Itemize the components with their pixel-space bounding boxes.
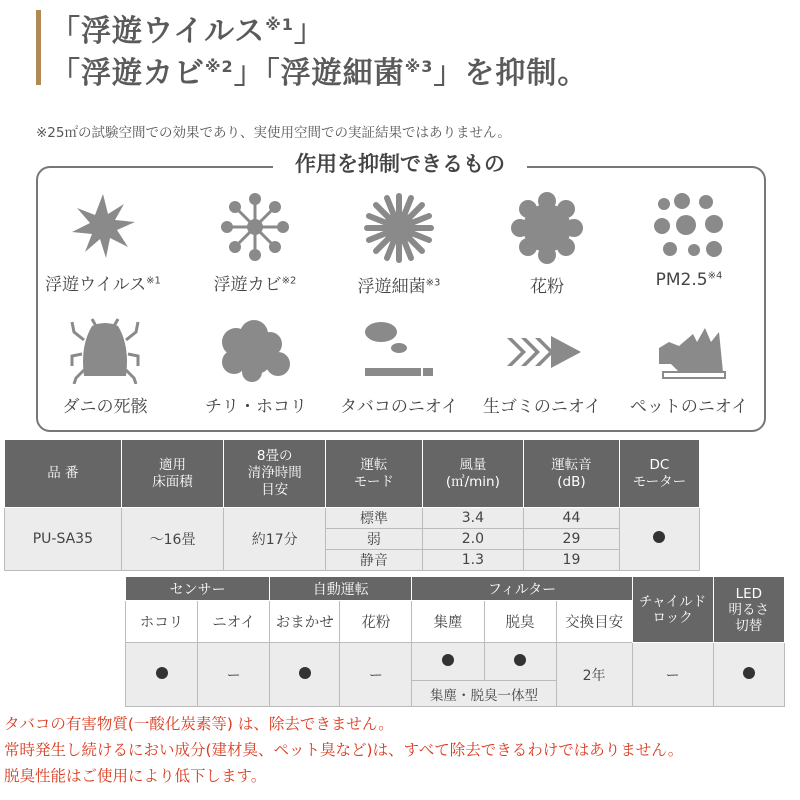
warning-line-2: 常時発生し続けるにおい成分(建材臭、ペット臭など)は、すべて除去できるわけではありません。	[4, 741, 684, 759]
yes-dot	[743, 667, 755, 679]
garbage-smell-icon	[499, 318, 585, 384]
cell-noise: 44	[523, 508, 619, 529]
cell-noise: 19	[523, 550, 619, 571]
cell-child-lock: ー	[632, 643, 713, 707]
item-airborne-virus: 浮遊ウイルス$^{※1}$	[33, 192, 173, 295]
cell-mode: 弱	[326, 529, 423, 550]
mold-icon	[219, 192, 291, 262]
col-led-brightness: LED 明るさ 切替	[713, 577, 784, 643]
col-airflow: 風量 (㎥/min)	[422, 440, 523, 508]
item-dust: チリ・ホコリ	[186, 318, 326, 417]
col-auto-omakase: おまかせ	[270, 601, 340, 643]
pm25-icon	[652, 192, 726, 262]
col-dc-motor: DC モーター	[619, 440, 699, 508]
cell-filter-deodor	[484, 643, 556, 681]
col-filter-deodor: 脱臭	[484, 601, 556, 643]
cell-dc-motor	[619, 508, 699, 571]
cell-mode: 静音	[326, 550, 423, 571]
group-filter: フィルター	[412, 577, 632, 601]
item-dead-mites: ダニの死骸	[35, 318, 175, 417]
feature-table	[125, 576, 785, 707]
cell-noise: 29	[523, 529, 619, 550]
item-garbage-odor: 生ゴミのニオイ	[472, 318, 612, 417]
col-filter-replace: 交換目安	[556, 601, 632, 643]
item-pollen: 花粉	[477, 192, 617, 297]
col-sensor-odor: ニオイ	[198, 601, 270, 643]
col-mode: 運転 モード	[326, 440, 423, 508]
col-child-lock: チャイルド ロック	[632, 577, 713, 643]
dust-icon	[216, 318, 296, 384]
cell-area: 〜16畳	[121, 508, 224, 571]
cell-time: 約17分	[224, 508, 326, 571]
yes-dot	[442, 654, 454, 666]
group-auto-operation: 自動運転	[270, 577, 412, 601]
cell-auto-omakase	[270, 643, 340, 707]
group-sensor: センサー	[126, 577, 270, 601]
col-filter-collect: 集塵	[412, 601, 484, 643]
virus-icon	[68, 192, 138, 262]
warning-line-1: タバコの有害物質(一酸化炭素等) は、除去できません。	[4, 715, 394, 733]
cell-sensor-odor: ー	[198, 643, 270, 707]
item-pm25: PM2.5$^{※4}$	[619, 192, 759, 290]
yes-dot	[299, 667, 311, 679]
yes-dot	[653, 531, 665, 543]
test-space-note: ※25㎡の試験空間での効果であり、実使用空間での実証結果ではありません。	[36, 125, 511, 141]
cell-airflow: 1.3	[422, 550, 523, 571]
cell-model: PU-SA35	[5, 508, 122, 571]
cell-filter-collect	[412, 643, 484, 681]
col-clean-time: 8畳の 清浄時間 目安	[224, 440, 326, 508]
pet-smell-icon	[649, 318, 729, 384]
cell-airflow: 2.0	[422, 529, 523, 550]
heading-line-1: 「浮遊ウイルス$^{※1}$」	[50, 14, 325, 49]
col-sensor-dust: ホコリ	[126, 601, 198, 643]
yes-dot	[514, 654, 526, 666]
cell-sensor-dust	[126, 643, 198, 707]
spec-table	[4, 439, 700, 571]
cell-filter-replace: 2年	[556, 643, 632, 707]
warning-line-3: 脱臭性能はご使用により低下します。	[4, 767, 267, 785]
item-airborne-bacteria: 浮遊細菌$^{※3}$	[329, 192, 469, 297]
col-area: 適用 床面積	[121, 440, 224, 508]
col-auto-pollen: 花粉	[340, 601, 412, 643]
heading-line-2: 「浮遊カビ$^{※2}$」「浮遊細菌$^{※3}$」を抑制。	[50, 56, 589, 91]
panel-title: 作用を抑制できるもの	[0, 148, 800, 178]
yes-dot	[156, 667, 168, 679]
tobacco-icon	[359, 318, 439, 384]
cell-auto-pollen: ー	[340, 643, 412, 707]
pollen-icon	[511, 192, 583, 264]
heading-accent-bar	[36, 10, 41, 85]
bacteria-icon	[363, 192, 435, 264]
col-model: 品 番	[5, 440, 122, 508]
item-tobacco-odor: タバコのニオイ	[329, 318, 469, 417]
cell-filter-combined-note: 集塵・脱臭一体型	[412, 681, 556, 707]
cell-airflow: 3.4	[422, 508, 523, 529]
cell-mode: 標準	[326, 508, 423, 529]
mite-icon	[70, 318, 140, 384]
col-noise: 運転音 (dB)	[523, 440, 619, 508]
cell-led-brightness	[713, 643, 784, 707]
item-pet-odor: ペットのニオイ	[619, 318, 759, 417]
item-airborne-mold: 浮遊カビ$^{※2}$	[185, 192, 325, 295]
